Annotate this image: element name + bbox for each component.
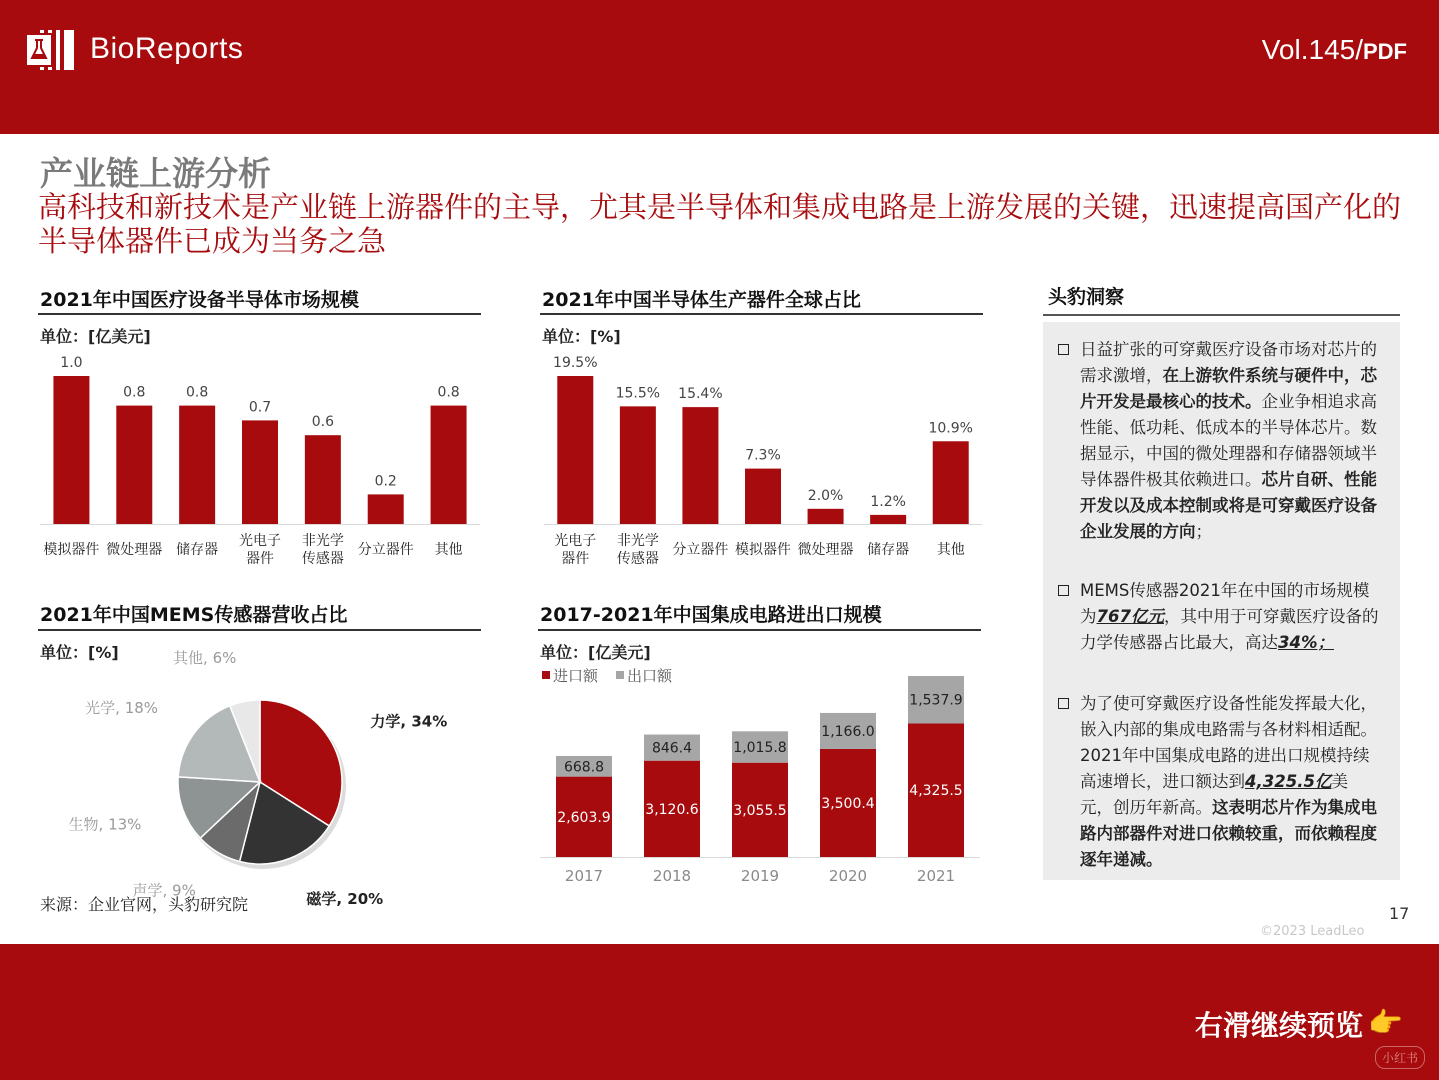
- chart2-category-label: 模拟器件: [735, 542, 791, 558]
- segment-value-label: 2,603.9: [557, 809, 611, 826]
- insight-title: 头豹洞察: [1048, 286, 1125, 308]
- legend-label: 出口额: [627, 667, 673, 685]
- year-label: 2019: [740, 867, 780, 885]
- year-label: 2021: [916, 867, 956, 885]
- chart1-category-label: 其他: [434, 542, 463, 558]
- chart1-rule: [38, 313, 481, 315]
- insight-text-run: MEMS传感器2021年在中国的市场规模为: [1080, 581, 1370, 626]
- bullet-square-icon: [1058, 344, 1069, 355]
- insight-bullet-text: [1080, 337, 1380, 545]
- chart2-bar: [870, 515, 906, 524]
- chart2-bar: [933, 441, 969, 524]
- chart2-category-label: 微处理器: [797, 542, 854, 558]
- chart2-value-label: 10.9%: [928, 420, 973, 437]
- chart2-svg: [540, 350, 986, 572]
- year-label: 2018: [652, 867, 692, 885]
- source-note: 来源：企业官网，头豹研究院: [40, 895, 249, 914]
- chart2-value-label: 19.5%: [553, 355, 598, 371]
- chart1-unit: 单位：[亿美元]: [40, 327, 151, 346]
- insight-text-run: 为了使可穿戴医疗设备性能发挥最大化，嵌入内部的集成电路需与各材料相适配。2021年中国集成电路的进出口规模持续高速增长，进口额达到: [1080, 694, 1377, 791]
- chart2-value-label: 1.2%: [870, 493, 906, 510]
- chart1-category-label: 器件: [246, 551, 274, 567]
- chart1-bar: [179, 406, 215, 524]
- chart1-value-label: 0.2: [374, 473, 397, 490]
- segment-value-label: 846.4: [651, 740, 693, 757]
- report-logo-icon: [26, 28, 76, 72]
- chart2-category-label: 光电子: [554, 533, 597, 549]
- insight-text-run: 4,325.5亿: [1245, 772, 1332, 791]
- chart1-category-label: 非光学: [301, 533, 344, 549]
- volume-number: Vol.145/: [1261, 34, 1363, 65]
- year-label: 2020: [828, 867, 868, 885]
- insight-text-run: 日益扩张的可穿戴医疗设备市场对芯片的需求激增，: [1080, 340, 1377, 385]
- chart1-category-label: 分立器件: [357, 542, 414, 558]
- pie-slice-label: 力学, 34%: [370, 712, 448, 731]
- chart4-rule: [538, 629, 981, 631]
- chart4-title: 2017-2021年中国集成电路进出口规模: [540, 604, 882, 626]
- chart1-category-label: 微处理器: [106, 542, 163, 558]
- chart1-bar: [242, 420, 278, 524]
- chart2-category-label: 储存器: [867, 542, 910, 558]
- chart2-category-label: 非光学: [616, 533, 659, 549]
- insight-bullet-text: [1080, 691, 1380, 873]
- chart1-value-label: 0.8: [186, 384, 209, 401]
- chart1-value-label: 0.8: [123, 384, 146, 401]
- top-banner: [0, 0, 1439, 134]
- insight-text-run: 这表明芯片作为集成电路内部器件对进口依赖较重，而依赖程度逐年递减。: [1080, 798, 1377, 869]
- chart4-svg: [536, 664, 984, 888]
- chart1-title: 2021年中国医疗设备半导体市场规模: [40, 289, 359, 311]
- insight-bullet-text: [1080, 578, 1380, 656]
- chart2-bar: [620, 406, 656, 524]
- chart2-value-label: 15.4%: [678, 386, 723, 403]
- legend-swatch: [616, 671, 624, 679]
- chart1-category-label: 传感器: [301, 551, 344, 567]
- pie-slice-label: 声学, 9%: [132, 881, 196, 900]
- chart2-category-label: 其他: [936, 542, 965, 558]
- insight-text-run: ；: [1195, 522, 1212, 541]
- watermark: 小红书: [1375, 1046, 1425, 1069]
- insight-text-run: 在上游软件系统与硬件中，芯片开发是最核心的技术。: [1080, 366, 1377, 411]
- insight-bullet-1: [1058, 337, 1380, 545]
- pie-slice-label: 生物, 13%: [68, 815, 142, 834]
- segment-value-label: 668.8: [563, 759, 605, 776]
- chart2-value-label: 2.0%: [807, 487, 844, 504]
- chart1-bar: [53, 376, 89, 524]
- chart1-value-label: 0.6: [311, 414, 334, 431]
- chart2-bar: [745, 469, 781, 524]
- insight-text-run: 美元，创历年新高。: [1080, 772, 1348, 817]
- chart1-bar: [368, 494, 404, 524]
- insight-rule: [1043, 314, 1400, 316]
- volume-format: PDF: [1363, 39, 1407, 64]
- swipe-hint[interactable]: 右滑继续预览: [1194, 1009, 1363, 1042]
- chart3-title: 2021年中国MEMS传感器营收占比: [40, 604, 348, 626]
- segment-value-label: 4,325.5: [909, 783, 963, 800]
- chart2-unit: 单位：[%]: [542, 327, 621, 346]
- year-label: 2017: [564, 867, 604, 885]
- segment-value-label: 3,500.4: [821, 795, 875, 812]
- pointing-hand-icon: 👉: [1368, 1006, 1403, 1039]
- insight-text-run: 企业争相追求高性能、低功耗、低成本的半导体芯片。数据显示，中国的微处理器和存储器领域半导体器件极其依赖进口。: [1080, 392, 1377, 489]
- chart4-unit: 单位：[亿美元]: [540, 643, 651, 662]
- insight-text-run: 芯片自研、性能开发以及成本控制或将是可穿戴医疗设备企业发展的方向: [1080, 470, 1377, 541]
- chart1-bar: [116, 406, 152, 524]
- volume-label: [1262, 34, 1407, 66]
- chart1-category-label: 模拟器件: [43, 542, 100, 558]
- pie-slice-label: 其他, 6%: [173, 649, 237, 668]
- pie-slice-label: 磁学, 20%: [306, 890, 384, 909]
- page-subtitle: 高科技和新技术是产业链上游器件的主导，尤其是半导体和集成电路是上游发展的关键，迅速提高国产化的半导体器件已成为当务之急: [38, 190, 1402, 258]
- chart2-bar: [557, 376, 593, 524]
- copyright: ©2023 LeadLeo: [1260, 924, 1365, 939]
- segment-value-label: 3,055.5: [733, 802, 787, 819]
- chart2-value-label: 15.5%: [615, 385, 661, 402]
- chart1-value-label: 1.0: [60, 355, 83, 371]
- insight-text-run: 767亿元: [1096, 607, 1164, 626]
- chart1-svg: [36, 350, 484, 572]
- chart3-unit: 单位：[%]: [40, 643, 119, 662]
- chart1-category-label: 储存器: [176, 542, 219, 558]
- chart2-bar: [808, 509, 844, 524]
- chart2-value-label: 7.3%: [745, 447, 781, 464]
- pie-slice-label: 光学, 18%: [85, 698, 159, 717]
- insight-text-run: 34%；: [1278, 633, 1334, 652]
- chart1-value-label: 0.7: [248, 399, 272, 416]
- chart2-category-label: 分立器件: [672, 542, 729, 558]
- insight-bullet-3: [1058, 691, 1380, 873]
- segment-value-label: 1,537.9: [909, 692, 963, 709]
- segment-value-label: 1,166.0: [821, 723, 875, 740]
- insight-bullet-2: [1058, 578, 1380, 656]
- legend-label: 进口额: [553, 667, 599, 685]
- chart2-title: 2021年中国半导体生产器件全球占比: [542, 289, 861, 311]
- legend-swatch: [542, 671, 550, 679]
- bullet-square-icon: [1058, 698, 1069, 709]
- brand-name: BioReports: [90, 32, 244, 65]
- insight-text-run: ，其中用于可穿戴医疗设备的力学传感器占比最大，高达: [1080, 607, 1379, 652]
- chart2-bar: [682, 407, 718, 524]
- segment-value-label: 3,120.6: [645, 801, 699, 818]
- page-title: 产业链上游分析: [40, 154, 271, 193]
- chart1-bar: [431, 406, 467, 524]
- segment-value-label: 1,015.8: [733, 739, 787, 756]
- chart2-rule: [540, 313, 983, 315]
- chart3-rule: [38, 629, 481, 631]
- chart1-bar: [305, 435, 341, 524]
- chart2-category-label: 传感器: [616, 551, 659, 567]
- bullet-square-icon: [1058, 585, 1069, 596]
- chart2-category-label: 器件: [561, 551, 590, 567]
- chart1-value-label: 0.8: [437, 384, 460, 401]
- page-number: 17: [1389, 904, 1410, 923]
- chart1-category-label: 光电子: [239, 533, 281, 549]
